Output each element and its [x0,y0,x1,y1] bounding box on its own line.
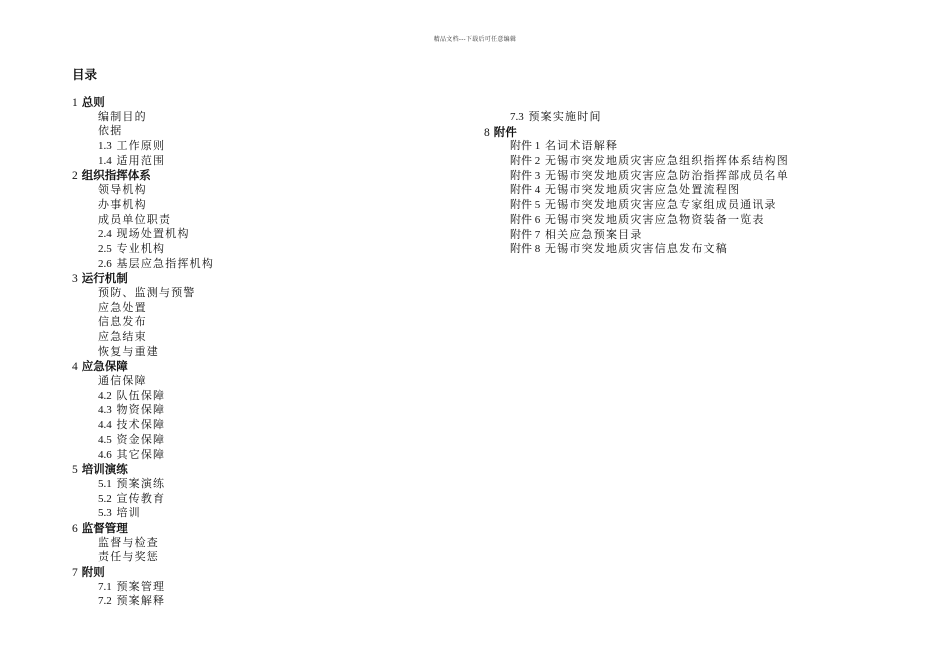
toc-entry-number: 6 [72,522,78,535]
toc-entry [484,213,789,228]
toc-entry-label: 依据 [98,124,123,138]
toc-entry [484,154,789,169]
toc-entry [72,154,214,169]
toc-entry [72,242,214,257]
toc-entry-label: 队伍保障 [116,388,166,402]
toc-entry-number: 附件 4 [510,184,541,197]
toc-entry-label: 无锡市突发地质灾害应急组织指挥体系结构图 [544,154,789,168]
toc-entry-label: 运行机制 [81,271,128,286]
toc-entry [72,124,214,139]
toc-entry-number: 4 [72,361,78,374]
toc-entry-number: 附件 5 [510,199,541,212]
toc-entry [72,374,214,389]
toc-entry [72,198,214,213]
toc-entry-number: 附件 6 [510,213,541,226]
toc-entry [72,448,214,463]
toc-entry [72,301,214,316]
toc-entry-number: 5 [72,464,78,477]
toc-entry-number: 5.3 [98,507,112,520]
toc-entry [72,506,214,521]
toc-entry [484,169,789,184]
toc-entry-label: 责任与奖惩 [98,550,159,564]
toc-right-column [484,110,789,257]
toc-left-column [72,95,214,609]
toc-entry-number: 附件 8 [510,243,541,256]
toc-entry [72,594,214,609]
toc-entry [72,536,214,551]
toc-section-heading [484,125,789,140]
toc-entry-label: 应急结束 [98,330,147,343]
toc-entry-label: 培训 [116,506,141,520]
toc-entry-label: 信息发布 [98,315,147,329]
toc-section-heading [72,521,214,536]
toc-entry [72,492,214,507]
toc-entry [72,389,214,404]
toc-entry-label: 基层应急指挥机构 [116,256,215,270]
toc-entry-number: 2.6 [98,257,112,270]
toc-entry [72,477,214,492]
toc-entry-label: 预案管理 [116,579,166,593]
toc-entry [484,139,789,154]
toc-entry [72,550,214,565]
toc-section-heading [72,462,214,477]
toc-entry-label: 恢复与重建 [98,344,159,358]
toc-entry [484,228,789,243]
toc-entry [484,183,789,198]
toc-entry-label: 成员单位职责 [98,212,172,226]
toc-entry-number: 7.2 [98,595,112,608]
toc-entry-label: 预案演练 [116,476,166,490]
toc-entry-number: 2.4 [98,228,112,241]
toc-entry-label: 附件 [493,124,517,139]
toc-entry-number: 1.4 [98,154,112,167]
toc-entry-label: 总则 [81,95,105,109]
toc-entry-label: 工作原则 [116,139,166,153]
toc-entry [72,315,214,330]
toc-entry-label: 应急保障 [81,359,128,374]
toc-entry [72,286,214,301]
toc-entry [484,242,789,257]
toc-entry-label: 其它保障 [116,447,166,461]
toc-entry-label: 相关应急预案目录 [544,227,643,241]
toc-entry-number: 附件 1 [510,140,541,153]
toc-entry [72,227,214,242]
toc-entry-number: 7.1 [98,580,112,593]
toc-entry-label: 适用范围 [116,153,166,167]
toc-entry-label: 无锡市突发地质灾害应急专家组成员通讯录 [544,198,777,212]
toc-entry [72,183,214,198]
toc-entry-label: 现场处置机构 [116,227,190,241]
toc-entry-number: 4.4 [98,419,112,432]
toc-entry [72,433,214,448]
toc-entry-label: 专业机构 [116,241,166,255]
toc-entry-label: 无锡市突发地质灾害应急防治指挥部成员名单 [544,168,789,182]
toc-entry-label: 监督管理 [81,520,128,535]
toc-entry-number: 4.6 [98,448,112,461]
toc-entry [72,257,214,272]
toc-entry-number: 1 [72,97,78,109]
toc-entry [484,110,789,125]
toc-entry [72,139,214,154]
toc-entry-label: 无锡市突发地质灾害应急处置流程图 [544,183,741,197]
toc-entry-label: 组织指挥体系 [81,168,151,183]
toc-entry [72,345,214,360]
toc-title: 目录 [72,67,98,82]
toc-entry-label: 附则 [81,565,105,579]
toc-entry [72,580,214,595]
toc-entry-label: 办事机构 [98,197,147,211]
toc-entry-number: 4.5 [98,433,112,446]
toc-entry-number: 2 [72,170,78,183]
toc-entry-label: 编制目的 [98,109,147,123]
toc-entry-number: 1.3 [98,140,112,153]
toc-entry-label: 宣传教育 [116,491,166,505]
toc-entry-number: 3 [72,273,78,286]
page-header-note: 精品文档---下载后可任意编辑 [433,36,517,43]
toc-entry-label: 培训演练 [81,462,128,477]
toc-entry-label: 监督与检查 [98,535,159,549]
toc-entry [484,198,789,213]
toc-entry-label: 资金保障 [116,432,166,446]
toc-entry [72,110,214,125]
toc-entry-number: 5.2 [98,492,112,505]
toc-entry-number: 4.3 [98,404,112,417]
toc-entry-number: 2.5 [98,242,112,255]
toc-entry-number: 4.2 [98,389,112,402]
toc-entry [72,330,214,345]
toc-section-heading [72,168,214,183]
toc-entry [72,213,214,228]
toc-entry-label: 无锡市突发地质灾害信息发布文稿 [544,242,728,256]
toc-entry-number: 附件 2 [510,155,541,168]
toc-entry-number: 5.1 [98,477,112,490]
toc-entry-label: 名词术语解释 [544,139,619,153]
toc-section-heading [72,565,214,580]
toc-section-heading [72,359,214,374]
toc-entry-label: 技术保障 [116,418,166,432]
toc-entry-number: 7.3 [510,111,524,123]
toc-entry-label: 预案实施时间 [528,110,602,123]
toc-section-heading [72,95,214,110]
toc-section-heading [72,271,214,286]
toc-entry [72,403,214,418]
toc-entry-label: 预防、监测与预警 [98,285,196,299]
toc-entry-label: 预案解释 [116,594,166,608]
toc-entry [72,418,214,433]
toc-entry-number: 附件 3 [510,169,541,182]
toc-entry-label: 无锡市突发地质灾害应急物资装备一览表 [544,212,765,226]
toc-entry-label: 应急处置 [98,300,147,314]
toc-entry-label: 物资保障 [116,403,166,417]
toc-entry-number: 7 [72,567,78,579]
toc-entry-label: 领导机构 [98,183,147,197]
toc-entry-number: 附件 7 [510,228,541,241]
toc-entry-number: 8 [484,126,490,139]
toc-entry-label: 通信保障 [98,374,147,388]
